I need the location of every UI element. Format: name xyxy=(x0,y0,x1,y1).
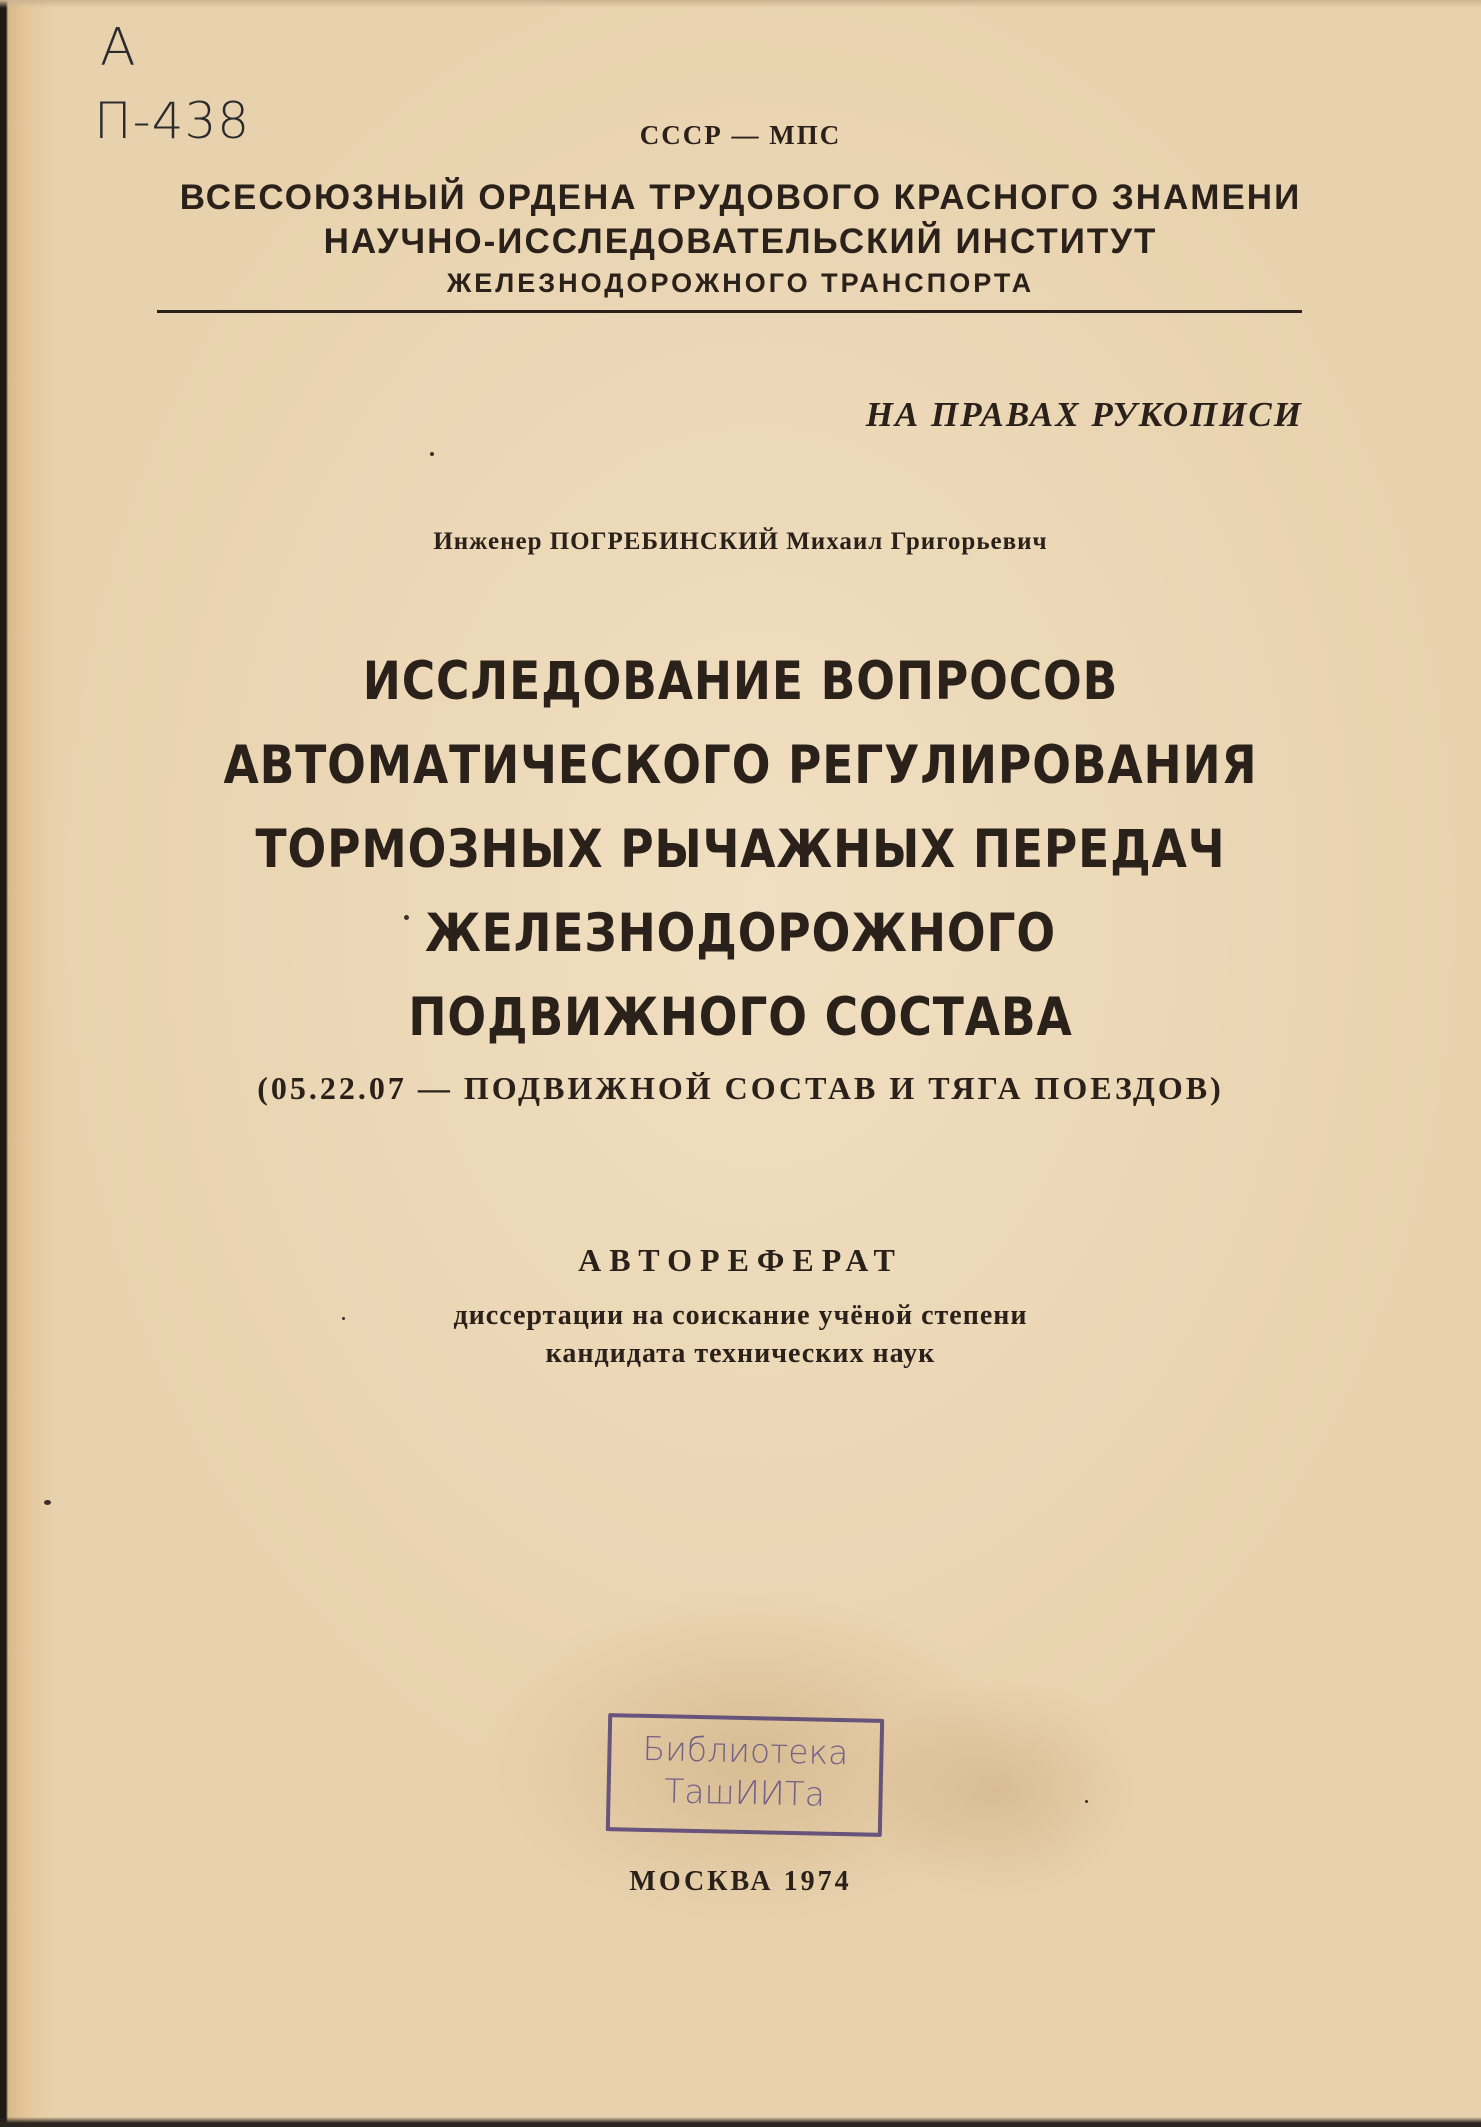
institute-line-2: НАУЧНО-ИССЛЕДОВАТЕЛЬСКИЙ ИНСТИТУТ xyxy=(323,222,1158,261)
binding-edge xyxy=(0,0,56,2127)
stamp-line-1: Библиотека xyxy=(642,1728,849,1773)
imprint-city-year: МОСКВА 1974 xyxy=(629,1866,852,1897)
handwritten-catalog-number: П-438 xyxy=(94,92,251,150)
title-line: ПОДВИЖНОГО СОСТАВА xyxy=(408,987,1073,1048)
specialty-code: (05.22.07 — ПОДВИЖНОЙ СОСТАВ И ТЯГА ПОЕЗДОВ) xyxy=(257,1070,1224,1106)
paper-speck xyxy=(44,1500,51,1505)
header-divider xyxy=(157,310,1302,313)
title-line: ЖЕЛЕЗНОДОРОЖНОГО xyxy=(425,903,1056,964)
stamp-line-2: ТашИИТа xyxy=(663,1771,826,1814)
ministry-line: СССР — МПС xyxy=(639,120,842,150)
paper-speck xyxy=(404,915,409,920)
abstract-description-line-2: кандидата технических наук xyxy=(545,1338,936,1369)
page-top-edge xyxy=(0,0,1481,8)
abstract-description-line-1: диссертации на соискание учёной степени xyxy=(453,1300,1028,1331)
paper-speck xyxy=(342,1317,345,1320)
title-line: АВТОМАТИЧЕСКОГО РЕГУЛИРОВАНИЯ xyxy=(223,735,1258,796)
rights-note: НА ПРАВАХ РУКОПИСИ xyxy=(865,395,1303,434)
paper-speck xyxy=(430,452,434,456)
dissertation-title xyxy=(0,640,1481,1060)
author-line: Инженер ПОГРЕБИНСКИЙ Михаил Григорьевич xyxy=(433,528,1048,555)
institute-line-1: ВСЕСОЮЗНЫЙ ОРДЕНА ТРУДОВОГО КРАСНОГО ЗНАМЕНИ xyxy=(179,178,1302,217)
institute-line-3: ЖЕЛЕЗНОДОРОЖНОГО ТРАНСПОРТА xyxy=(446,268,1035,298)
abstract-heading: АВТОРЕФЕРАТ xyxy=(578,1242,903,1278)
title-line: ИССЛЕДОВАНИЕ ВОПРОСОВ xyxy=(362,651,1119,712)
page-bottom-edge xyxy=(0,2117,1481,2127)
handwritten-mark: А xyxy=(100,18,137,78)
title-line: ТОРМОЗНЫХ РЫЧАЖНЫХ ПЕРЕДАЧ xyxy=(255,819,1226,880)
paper-speck xyxy=(1085,1800,1088,1803)
library-stamp xyxy=(606,1713,884,1837)
